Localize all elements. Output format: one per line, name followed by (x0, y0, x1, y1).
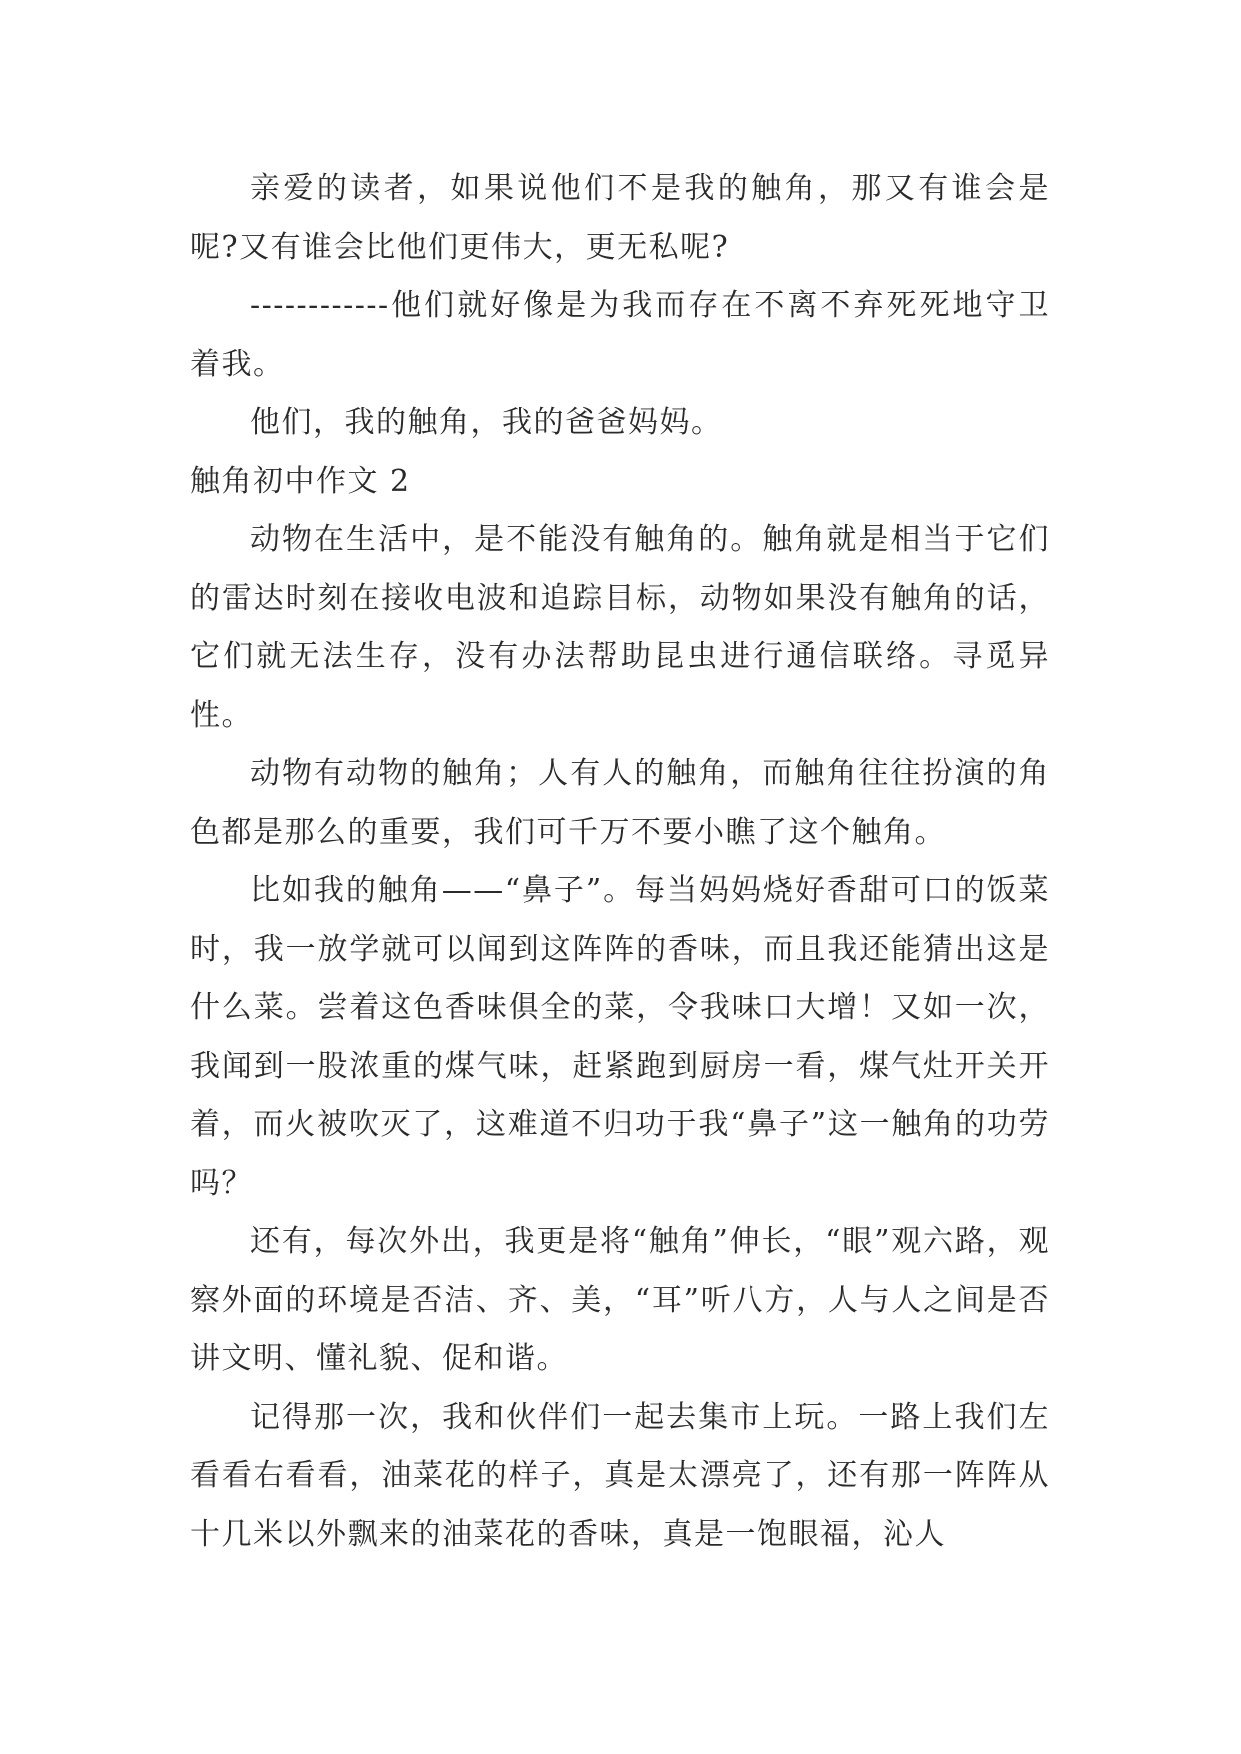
paragraph: 比如我的触角——“鼻子”。每当妈妈烧好香甜可口的饭菜时，我一放学就可以闻到这阵阵的香味，而且我还能猜出这是什么菜。尝着这色香味俱全的菜，令我味口大增！又如一次，我闻到一股浓重的煤气味，赶紧跑到厨房一看，煤气灶开关开着，而火被吹灭了，这难道不归功于我“鼻子”这一触角的功劳吗？ (190, 873, 1050, 1201)
paragraph: 亲爱的读者，如果说他们不是我的触角，那又有谁会是呢?又有谁会比他们更伟大，更无私呢? (190, 171, 1050, 265)
paragraph: ------------他们就好像是为我而存在不离不弃死死地守卫着我。 (190, 288, 1050, 382)
section-heading: 触角初中作文 2 (190, 463, 411, 499)
paragraph: 他们，我的触角，我的爸爸妈妈。 (250, 405, 723, 440)
paragraph: 动物有动物的触角；人有人的触角，而触角往往扮演的角色都是那么的重要，我们可千万不要小瞧了这个触角。 (190, 756, 1050, 850)
paragraph: 记得那一次，我和伙伴们一起去集市上玩。一路上我们左看看右看看，油菜花的样子，真是太漂亮了，还有那一阵阵从十几米以外飘来的油菜花的香味，真是一饱眼福，沁人 (190, 1399, 1050, 1552)
document-page (190, 160, 1050, 1564)
paragraph: 还有，每次外出，我更是将“触角”伸长，“眼”观六路，观察外面的环境是否洁、齐、美，“耳”听八方，人与人之间是否讲文明、懂礼貌、促和谐。 (190, 1224, 1050, 1376)
paragraph: 动物在生活中，是不能没有触角的。触角就是相当于它们的雷达时刻在接收电波和追踪目标，动物如果没有触角的话，它们就无法生存，没有办法帮助昆虫进行通信联络。寻觅异性。 (190, 522, 1050, 733)
